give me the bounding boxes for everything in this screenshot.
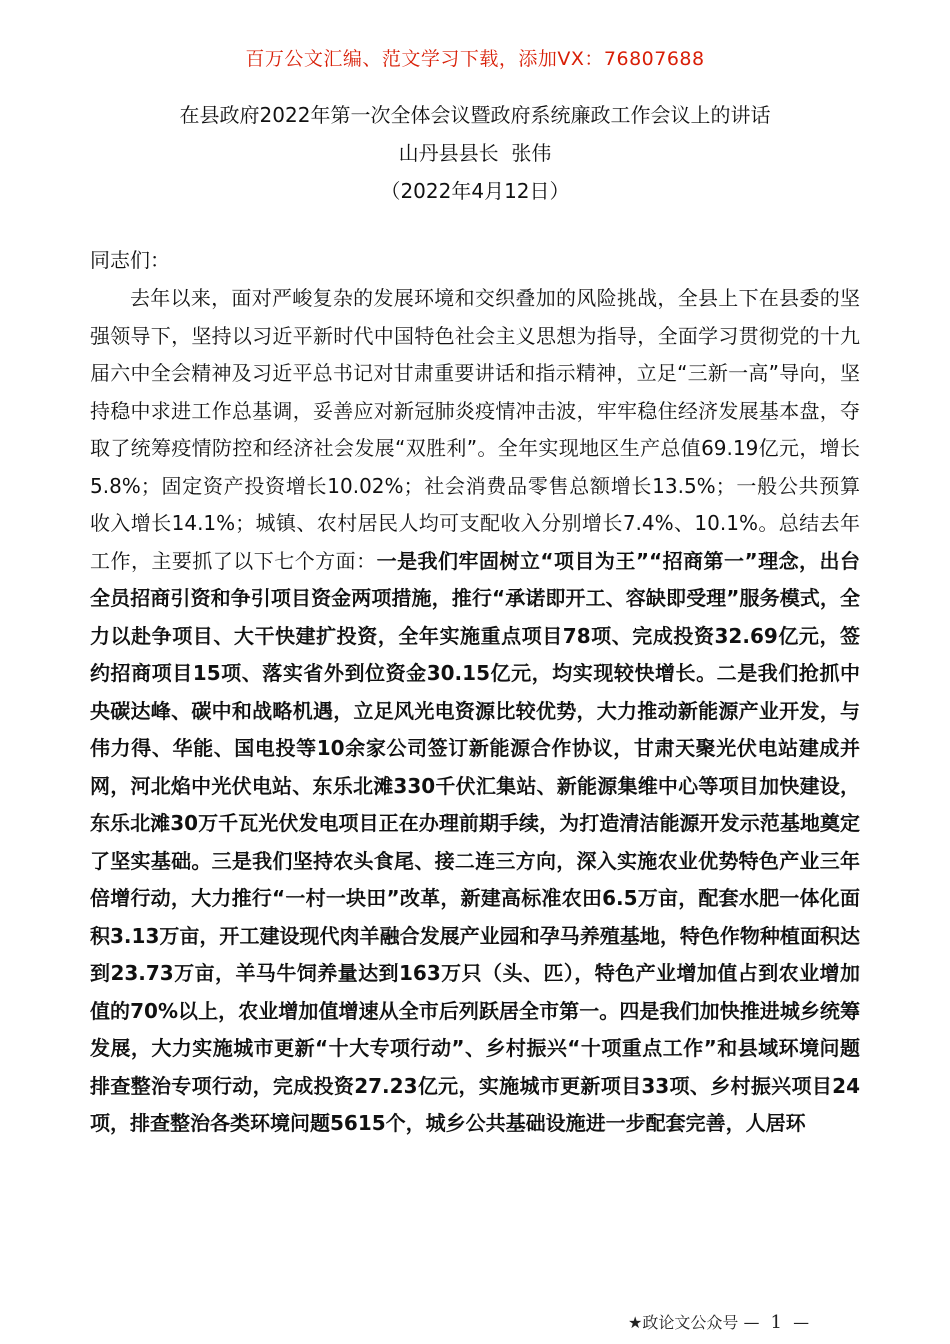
speech-title: 在县政府2022年第一次全体会议暨政府系统廉政工作会议上的讲话 — [179, 103, 771, 127]
document-title-block — [0, 96, 950, 210]
paragraph-normal-text: 去年以来，面对严峻复杂的发展环境和交织叠加的风险挑战，全县上下在县委的坚强领导下，坚持以习近平新时代中国特色社会主义思想为指导，全面学习贯彻党的十九届六中全会精神及习近平总书记对甘肃重要讲话和指示精神，立足“三新一高”导向，坚持稳中求进工作总基调，妥善应对新冠肺炎疫情冲击波，牢牢稳住经济发展基本盘，夺取了统筹疫情防控和经济社会发展“双胜利”。全年实现地区生产总值69.19亿元，增长5.8%；固定资产投资增长10.02%；社会消费品零售总额增长13.5%；一般公共预算收入增长14.1%；城镇、农村居民人均可支配收入分别增长7.4%、10.1%。总结去年工作，主要抓了以下七个方面： — [90, 286, 860, 573]
body-paragraph — [90, 280, 860, 1143]
page-number: 1 — [770, 1312, 782, 1333]
paragraph-bold-text: 一是我们牢固树立“项目为王”“招商第一”理念，出台全员招商引资和争引项目资金两项措施，推行“承诺即开工、容缺即受理”服务模式，全力以赴争项目、大干快建扩投资，全年实施重点项目78项、完成投资32.69亿元，签约招商项目15项、落实省外到位资金30.15亿元，均实现较快增长。二是我们抢抓中央碳达峰、碳中和战略机遇，立足风光电资源比较优势，大力推动新能源产业开发，与伟力得、华能、国电投等10余家公司签订新能源合作协议，甘肃天聚光伏电站建成并网，河北焰中光伏电站、东乐北滩330千伏汇集站、新能源集维中心等项目加快建设，东乐北滩30万千瓦光伏发电项目正在办理前期手续，为打造清洁能源开发示范基地奠定了坚实基础。三是我们坚持农头食尾、接二连三方向，深入实施农业优势特色产业三年倍增行动，大力推行“一村一块田”改革，新建高标准农田6.5万亩，配套水肥一体化面积3.13万亩，开工建设现代肉羊融合发展产业园和孕马养殖基地，特色作物种植面积达到23.73万亩，羊马牛饲养量达到163万只（头、匹），特色产业增加值占到农业增加值的70%以上，农业增加值增速从全市后列跃居全市第一。四是我们加快推进城乡统筹发展，大力实施城市更新“十大专项行动”、乡村振兴“十项重点工作”和县域环境问题排查整治专项行动，完成投资27.23亿元，实施城市更新项目33项、乡村振兴项目24项，排查整治各类环境问题5615个，城乡公共基础设施进一步配套完善，人居环 — [90, 548, 861, 1135]
speaker-line: 山丹县县长 张伟 — [398, 141, 552, 165]
footer-dash-left: — — [743, 1313, 760, 1332]
speech-date: （2022年4月12日） — [380, 179, 570, 203]
salutation: 同志们： — [90, 248, 170, 272]
page-footer — [628, 1310, 809, 1333]
header-banner: 百万公文汇编、范文学习下载，添加VX：76807688 — [245, 48, 705, 70]
footer-dash-right: — — [793, 1313, 810, 1332]
footer-source: ★政论文公众号 — [628, 1313, 739, 1332]
